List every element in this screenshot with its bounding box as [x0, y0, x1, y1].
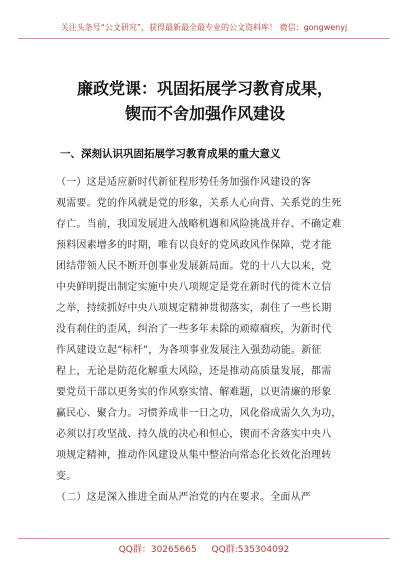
document-title — [40, 76, 370, 126]
body-line: 作风建设立起“标杆”，为各项事业发展注入强劲动能。新征 — [56, 345, 322, 356]
footer-qq-group-1: QQ群：30265665 — [118, 545, 197, 555]
body-text — [56, 172, 356, 508]
body-line: 观需要。党的作风就是党的形象，关系人心向背、关系党的生死 — [56, 198, 342, 209]
section-heading: 一、深刻认识巩固拓展学习教育成果的重大意义 — [60, 148, 281, 160]
body-line: 程上，无论是防范化解重大风险，还是推动高质量发展，都需 — [56, 366, 332, 377]
header-divider — [18, 38, 390, 39]
footer — [20, 542, 388, 555]
title-line-2: 锲而不舍加强作风建设 — [124, 104, 285, 123]
body-line: （二）这是深入推进全面从严治党的内在要求。全面从严 — [56, 492, 311, 503]
footer-qq-group-2: QQ群:535304092 — [211, 545, 290, 555]
body-line: 团结带领人民不断开创事业发展新局面。党的十八大以来，党 — [56, 261, 332, 272]
body-line: 必须以打攻坚战、持久战的决心和恒心，锲而不舍落实中央八 — [56, 429, 332, 440]
body-line: 存亡。当前，我国发展进入战略机遇和风险挑战并存、不确定难 — [56, 219, 342, 230]
footer-divider — [18, 538, 390, 539]
title-line-1: 廉政党课：巩固拓展学习教育成果， — [76, 79, 333, 98]
body-line: 预料因素增多的时期，唯有以良好的党风政风作保障，党才能 — [56, 240, 332, 251]
body-line: 赢民心、聚合力。习惯养成非一日之功，风化俗成需久久为功， — [56, 408, 342, 419]
body-line: 变。 — [56, 471, 77, 482]
body-line: 中央鲜明提出制定实施中央八项规定是党在新时代的徙木立信 — [56, 282, 332, 293]
body-line: （一）这是适应新时代新征程形势任务加强作风建设的客 — [56, 177, 311, 188]
body-line: 没有刹住的歪风，纠治了一些多年未除的顽瘴痼疾，为新时代 — [56, 324, 332, 335]
body-line: 项规定精神，推动作风建设从集中整治向常态化长效化治理转 — [56, 450, 332, 461]
body-line: 要党员干部以更务实的作风察实情、解难题，以更清廉的形象 — [56, 387, 332, 398]
header-banner: 关注头条号“公文研究”，获得最新最全最专业的公文资料库！ 微信：gongwenyj — [60, 23, 348, 32]
body-line: 之举，持续抓好中央八项规定精神贯彻落实，刹住了一些长期 — [56, 303, 332, 314]
